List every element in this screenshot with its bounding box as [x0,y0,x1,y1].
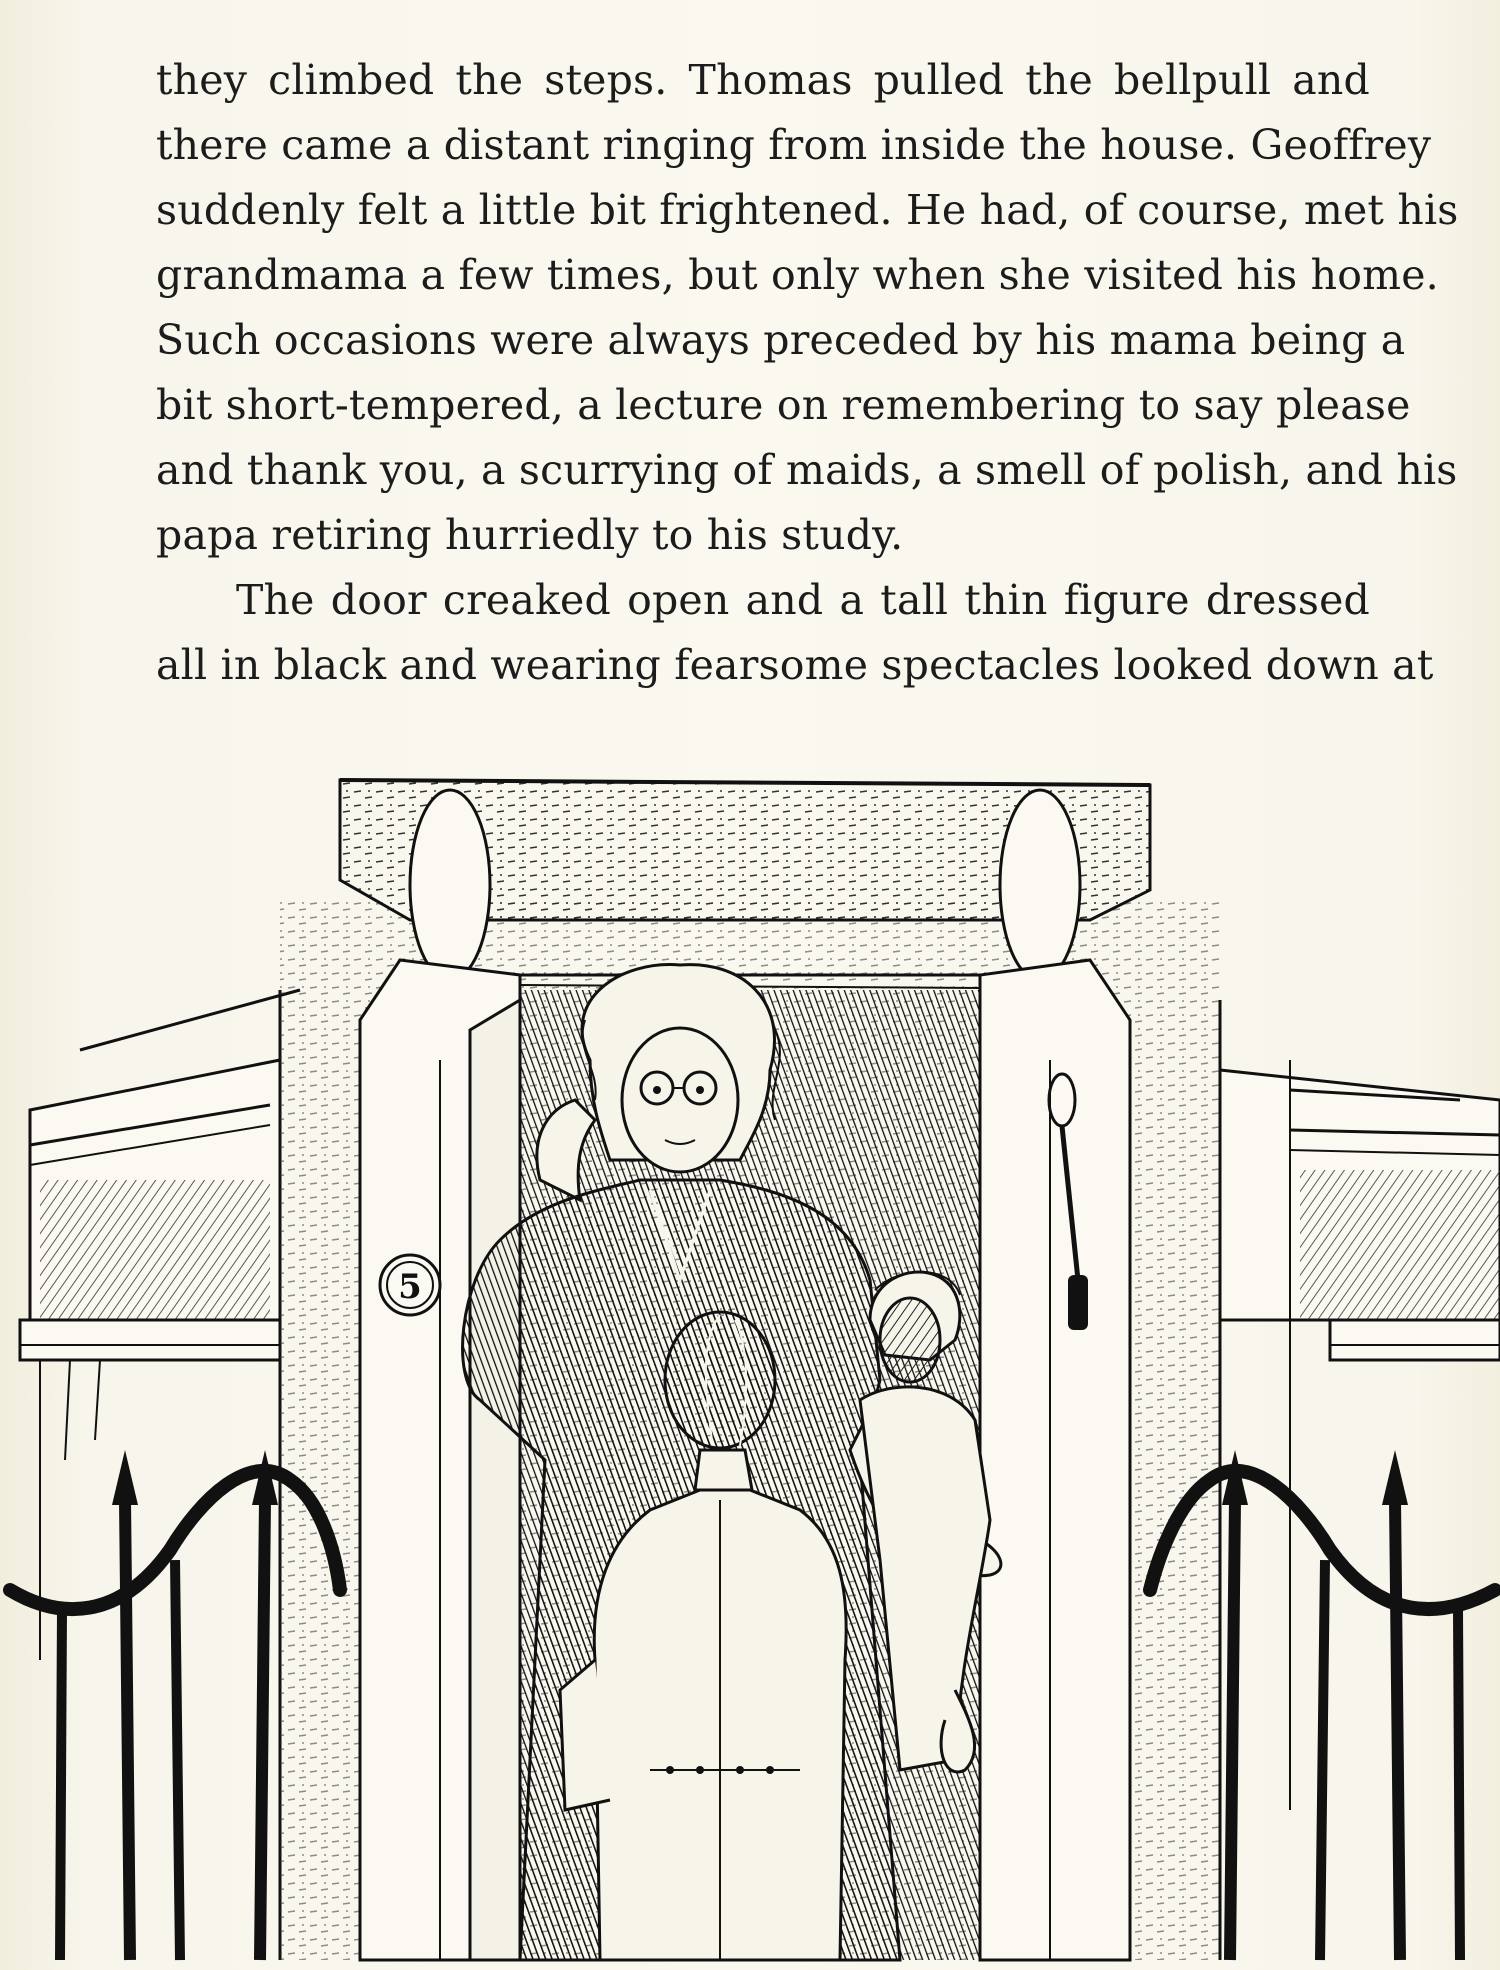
body-text [156,48,1459,698]
text-line: grandmama a few times, but only when she visited his home. [156,251,1439,299]
text-line: The door creaked open and a tall thin figure dressed [236,576,1370,624]
text-line: there came a distant ringing from inside the house. Geoffrey [156,121,1432,169]
paragraph-2 [156,568,1434,698]
text-line: and thank you, a scurrying of maids, a smell of polish, and his [156,446,1458,494]
text-line: suddenly felt a little bit frightened. He had, of course, met his [156,186,1459,234]
door-number: 5 [398,1267,422,1307]
text-line: bit short-tempered, a lecture on remembering to say please [156,381,1411,429]
door-number-plaque [380,1255,440,1315]
text-line: Such occasions were always preceded by his mama being a [156,316,1406,364]
text-line: all in black and wearing fearsome spectacles looked down at [156,641,1434,689]
paragraph-1 [156,48,1459,568]
text-line: they climbed the steps. Thomas pulled the bellpull and [156,56,1370,104]
illustration-doorway-scene [0,760,1500,1970]
text-line: papa retiring hurriedly to his study. [156,511,904,559]
open-door [470,1000,520,1960]
